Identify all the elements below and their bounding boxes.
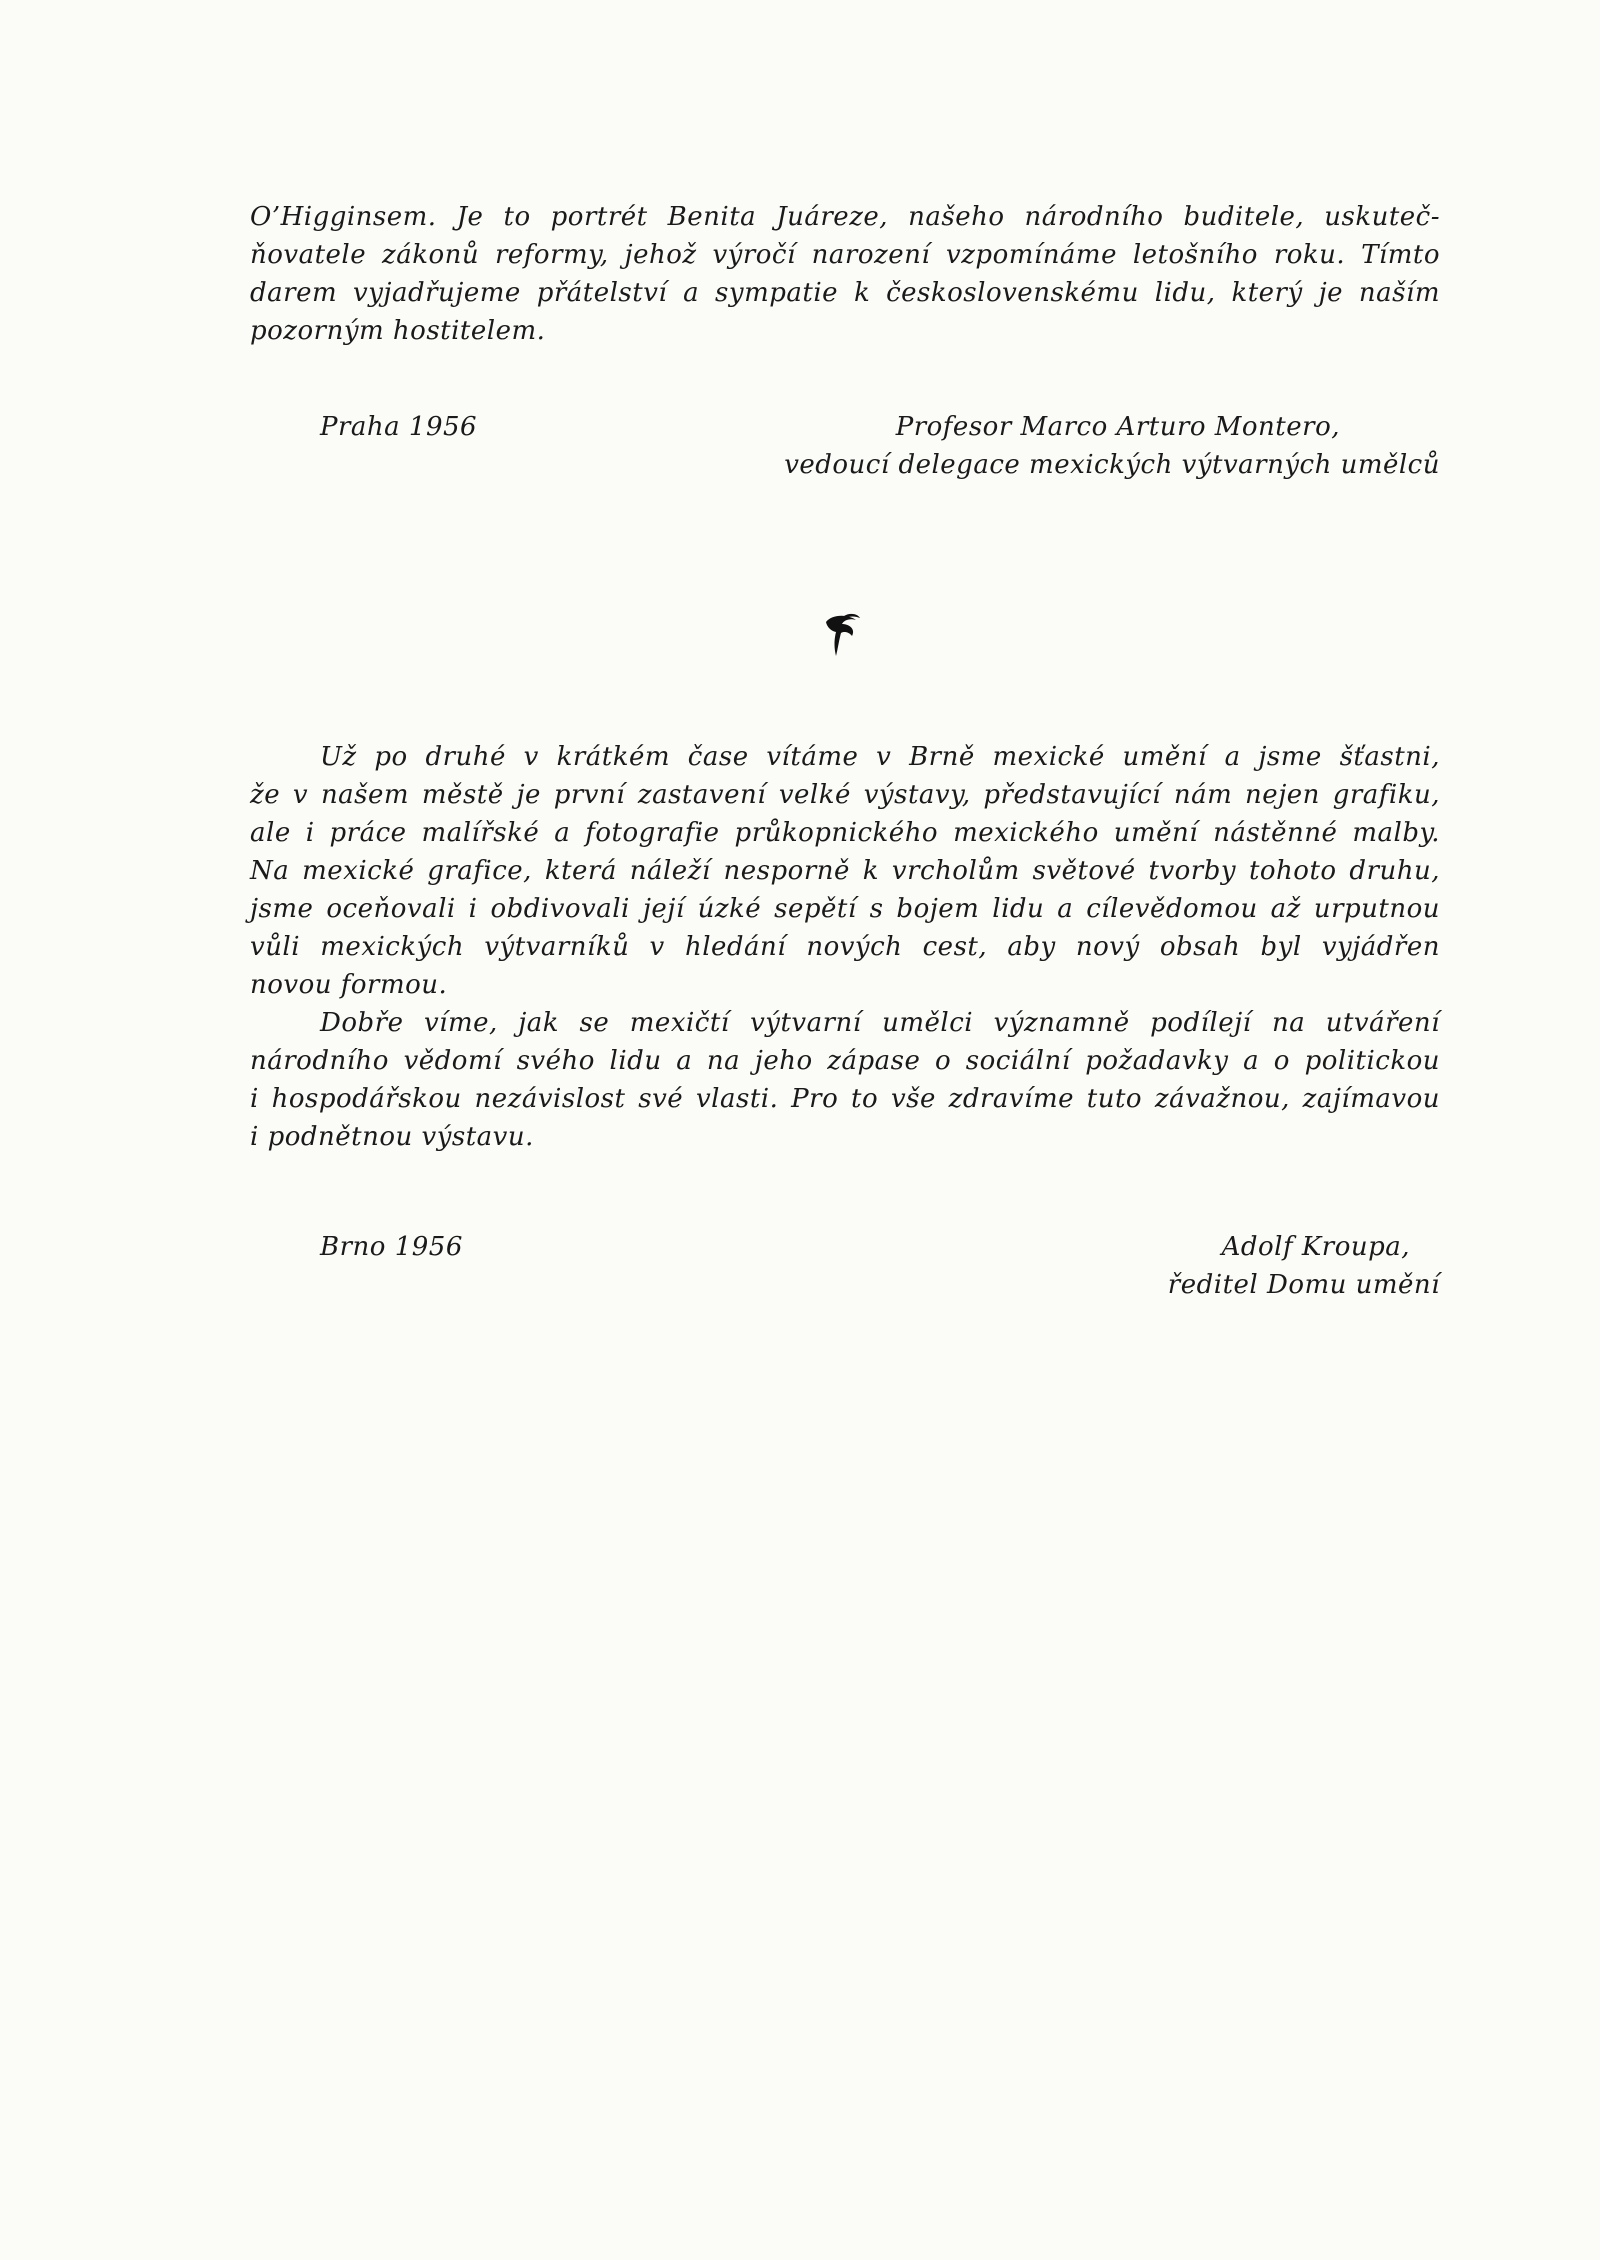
- place-date: Brno 1956: [320, 1232, 463, 1262]
- place-date: Praha 1956: [320, 412, 478, 442]
- signatory: [784, 408, 1440, 484]
- text-line: Na mexické grafice, která náleží nesporně k vrcholům světové tvorby tohoto druhu,: [250, 856, 1440, 886]
- text-line: i podnětnou výstavu.: [250, 1122, 534, 1152]
- signatory-name: Adolf Kroupa,: [1221, 1232, 1410, 1262]
- signatory: [1168, 1228, 1440, 1304]
- text-line: vůli mexických výtvarníků v hledání nových cest, aby nový obsah byl vyjádřen: [250, 932, 1440, 962]
- signatory-role: vedoucí delegace mexických výtvarných umělců: [784, 450, 1440, 480]
- intro-paragraph: [250, 198, 1440, 350]
- text-line: jsme oceňovali i obdivovali její úzké sepětí s bojem lidu a cílevědomou až urputnou: [250, 894, 1440, 924]
- text-line: novou formou.: [250, 970, 448, 1000]
- text-line: darem vyjadřujeme přátelství a sympatie k československému lidu, který je naším: [250, 278, 1440, 308]
- fleuron-icon-graphic: [822, 612, 862, 660]
- signatory-role: ředitel Domu umění: [1167, 1270, 1440, 1300]
- text-line: ňovatele zákonů reformy, jehož výročí narození vzpomínáme letošního roku. Tímto: [250, 240, 1440, 270]
- signatory-name: Profesor Marco Arturo Montero,: [895, 412, 1340, 442]
- signature-block-praha: [250, 408, 1440, 488]
- welcome-text: [250, 738, 1440, 1156]
- text-line: O’Higginsem. Je to portrét Benita Juáreze, našeho národního buditele, uskuteč-: [250, 202, 1440, 232]
- fleuron-icon: [822, 612, 862, 660]
- text-line: ale i práce malířské a fotografie průkopnického mexického umění nástěnné malby.: [250, 818, 1440, 848]
- text-line: Už po druhé v krátkém čase vítáme v Brně mexické umění a jsme šťastni,: [320, 742, 1440, 772]
- text-line: že v našem městě je první zastavení velké výstavy, představující nám nejen grafiku,: [250, 780, 1440, 810]
- signature-block-brno: [250, 1228, 1440, 1308]
- text-line: národního vědomí svého lidu a na jeho zápase o sociální požadavky a o politickou: [250, 1046, 1440, 1076]
- text-line: pozorným hostitelem.: [250, 316, 546, 346]
- text-line: i hospodářskou nezávislost své vlasti. Pro to vše zdravíme tuto závažnou, zajímavou: [250, 1084, 1440, 1114]
- text-line: Dobře víme, jak se mexičtí výtvarní umělci významně podílejí na utváření: [320, 1008, 1440, 1038]
